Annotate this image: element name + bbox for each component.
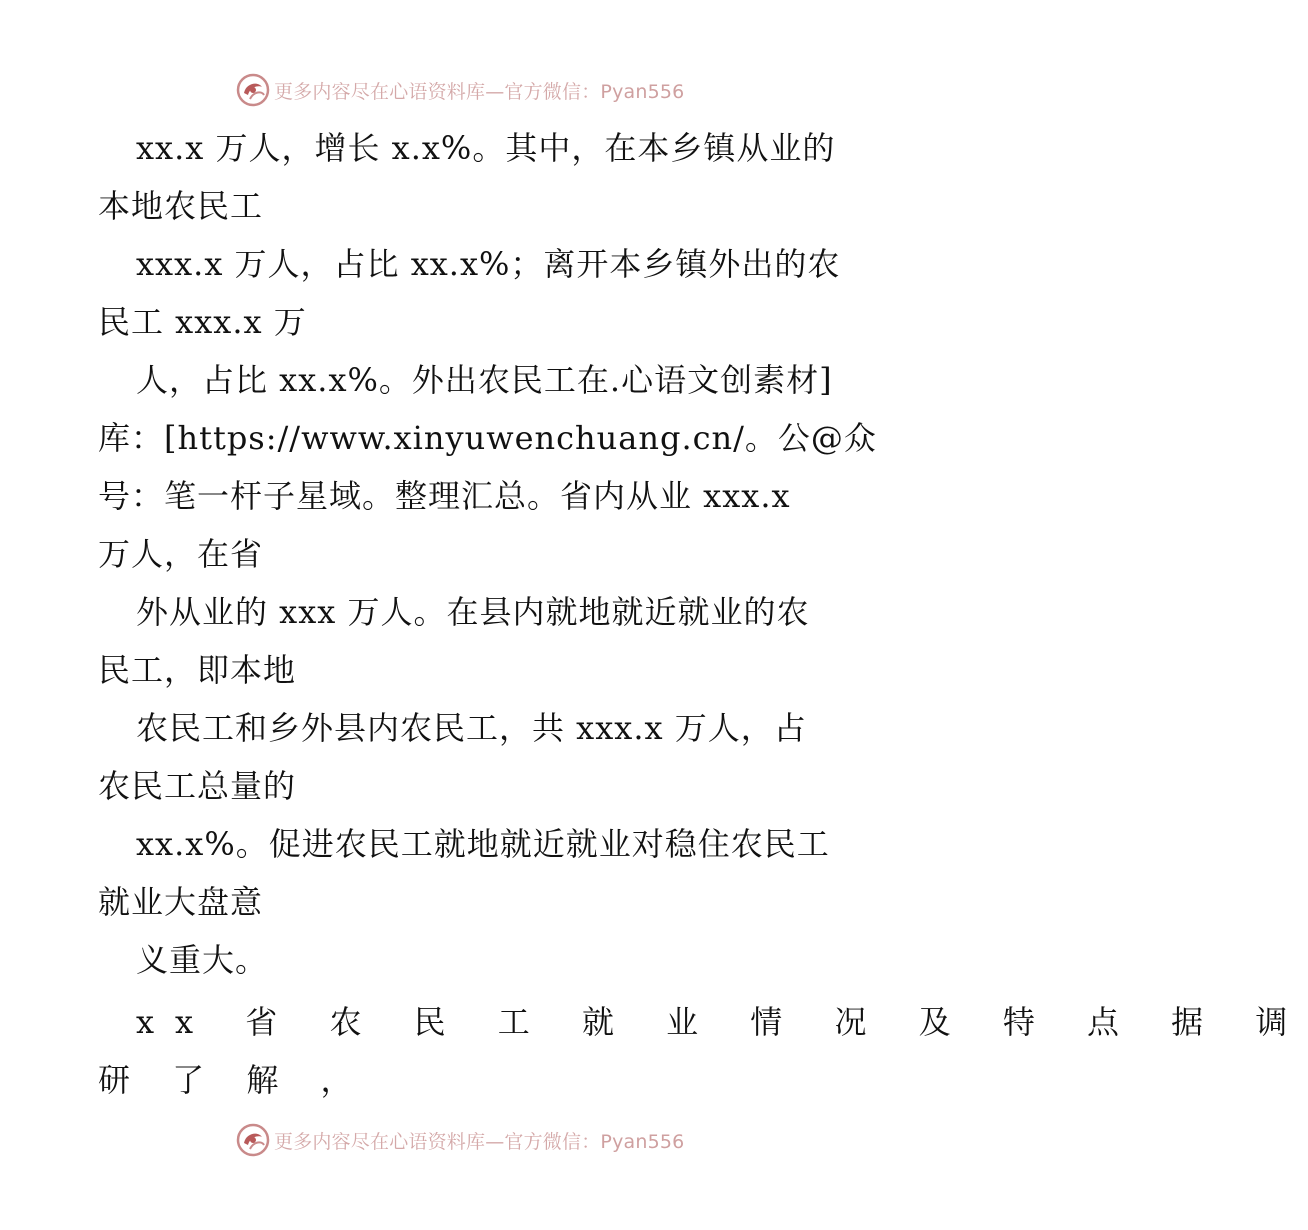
text-line: 农民工和乡外县内农民工，共 xxx.x 万人，占 (136, 709, 807, 747)
text-line: 号：笔一杆子星域。整理汇总。省内从业 xxx.x (98, 477, 791, 515)
text-line: 农民工总量的 (98, 767, 297, 805)
text-line: xx.x%。促进农民工就地就近就业对稳住农民工 (136, 825, 830, 863)
text-line: 民工，即本地 (98, 651, 297, 689)
text-line: 研 了 解 ， (98, 1061, 369, 1099)
text-line: 民工 xxx.x 万 (98, 303, 307, 341)
swirl-logo-icon (236, 73, 270, 107)
watermark-text (274, 1127, 684, 1154)
swirl-logo-icon (236, 1123, 270, 1157)
text-line: 人，占比 xx.x%。外出农民工在.心语文创素材] (136, 361, 833, 399)
footer-watermark (236, 1122, 756, 1158)
text-line: 本地农民工 (98, 187, 264, 225)
watermark-label: 更多内容尽在心语资料库—官方微信： (274, 80, 601, 103)
text-line: 万人，在省 (98, 535, 264, 573)
watermark-wechat-id: Pyan556 (600, 1130, 685, 1153)
text-line: xx.x 万人，增长 x.x%。其中，在本乡镇从业的 (136, 129, 836, 167)
text-line: xx 省 农 民 工 就 业 情 况 及 特 点 据 调 (136, 1003, 1308, 1041)
text-line: xxx.x 万人，占比 xx.x%；离开本乡镇外出的农 (136, 245, 841, 283)
header-watermark (236, 72, 756, 108)
text-line: 义重大。 (136, 941, 269, 979)
watermark-text (274, 77, 684, 104)
text-line: 库：[https://www.xinyuwenchuang.cn/。公@众 (98, 419, 877, 457)
watermark-label: 更多内容尽在心语资料库—官方微信： (274, 1130, 601, 1153)
text-line: 就业大盘意 (98, 883, 264, 921)
text-line: 外从业的 xxx 万人。在县内就地就近就业的农 (136, 593, 810, 631)
watermark-wechat-id: Pyan556 (600, 80, 685, 103)
